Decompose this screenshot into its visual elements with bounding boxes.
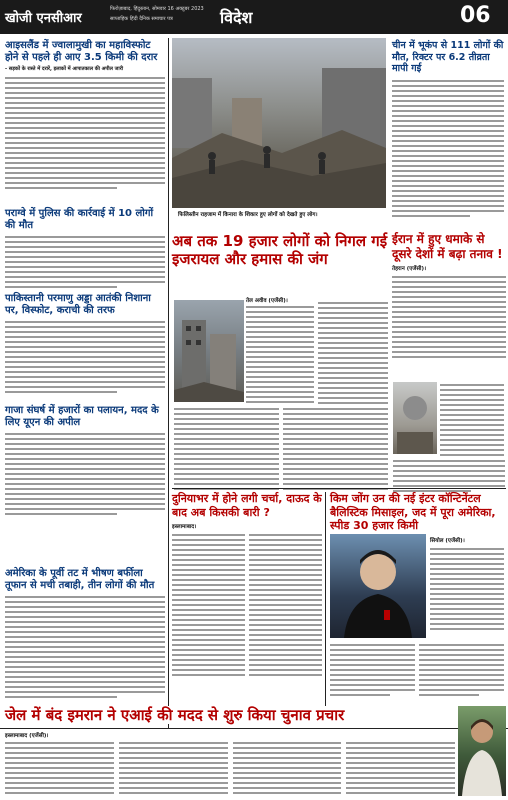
masthead xyxy=(0,0,508,34)
story-paraguay-headline: पराग्वे में पुलिस की कार्रवाई में 10 लोगों की मौत xyxy=(5,208,154,231)
main-body-lower xyxy=(174,406,388,492)
story-pakistan-nuclear xyxy=(5,293,165,395)
story-us-storm-body xyxy=(5,594,165,700)
story-iran-blast-headline: ईरान में हुए धमाके से दूसरे देशों में बढ़ा तनाव ! xyxy=(392,232,503,261)
story-iran-blast xyxy=(392,232,506,360)
story-pakistan-nuclear-body xyxy=(5,319,165,395)
korea-byline: सियोल (एजेंसी)। xyxy=(430,538,465,544)
story-gaza-exodus xyxy=(5,405,165,517)
main-body-col1 xyxy=(246,304,314,405)
iran-body-lower xyxy=(440,382,504,458)
section-rule xyxy=(172,488,506,489)
story-israel-hamas-headline: अब तक 19 हजार लोगों को निगल गई इजरायल और हमास की जंग xyxy=(172,232,388,268)
leader-portrait-icon xyxy=(330,534,426,638)
korea-photo xyxy=(330,534,426,638)
story-us-storm xyxy=(5,568,165,700)
story-iceland-headline: आइसलैंड में ज्वालामुखी का महाविस्फोट होने से पहले ही आए 3.5 किमी की दरार xyxy=(5,40,158,63)
story-iceland xyxy=(5,40,165,191)
imran-body xyxy=(5,740,455,796)
building-icon xyxy=(174,300,244,402)
story-iceland-kicker: - सड़कों के रास्ते में दरारें, इलाकों में आपातकाल की अपील जारी xyxy=(5,66,124,72)
korea-body-lower xyxy=(330,642,504,698)
explosion-scene-icon xyxy=(393,382,437,454)
column-divider-2 xyxy=(325,492,326,722)
korea-body-col1 xyxy=(430,546,504,632)
iran-photo xyxy=(393,382,437,454)
iran-byline: तेहरान (एजेंसी)। xyxy=(392,266,427,272)
main-byline: तेल अवीव (एजेंसी)। xyxy=(246,298,288,304)
story-china-quake-body xyxy=(392,78,504,219)
bottom-rule xyxy=(0,728,508,729)
story-korea-missile-headline: किम जोंग उन की नई इंटर कॉन्टिनेंटल बैलिस्टिक मिसाइल, जद में पूरा अमेरिका, स्पीड 30 हजार किमी xyxy=(330,492,496,532)
story-us-storm-headline: अमेरिका के पूर्वी तट में भीषण बर्फीला तूफान से मची तबाही, तीन लोगों की मौत xyxy=(5,568,155,591)
story-paraguay-body xyxy=(5,234,165,290)
section-title: विदेश xyxy=(220,8,253,27)
masthead-meta-line2: साप्ताहिक हिंदी दैनिक समाचार पत्र xyxy=(110,16,173,22)
story-paraguay xyxy=(5,208,165,290)
story-israel-hamas xyxy=(172,232,390,268)
imran-photo xyxy=(458,706,506,796)
rubble-scene-icon xyxy=(172,38,386,208)
story-korea-missile xyxy=(330,492,506,533)
masthead-logo: खोजी एनसीआर xyxy=(5,11,82,26)
story-gaza-exodus-body xyxy=(5,431,165,517)
story-dunia xyxy=(172,492,322,678)
main-body-col2 xyxy=(318,300,388,406)
story-iceland-body xyxy=(5,75,165,191)
story-gaza-exodus-headline: गाजा संघर्ष में हजारों का पलायन, मदद के लिए यूएन की अपील xyxy=(5,405,159,428)
story-imran-ai-headline: जेल में बंद इमरान ने एआई की मदद से शुरु किया चुनाव प्रचार xyxy=(5,706,345,724)
top-photo xyxy=(172,38,386,208)
story-pakistan-nuclear-headline: पाकिस्तानी परमाणु अड्डा आतंकी निशाना पर, विस्फोट, कराची की तरफ xyxy=(5,293,151,316)
politician-portrait-icon xyxy=(458,706,506,796)
story-dunia-headline: दुनियाभर में होने लगी चर्चा, दाऊद के बाद अब किसकी बारी ? xyxy=(172,492,322,519)
story-china-quake xyxy=(392,40,504,219)
page-number: 06 xyxy=(460,3,491,28)
dunia-byline: इस्लामाबाद। xyxy=(172,524,197,530)
photo-caption: फिलिस्तीन राहजाम में किनारा के शिकार हुए लोगों को देखते हुए लोग। xyxy=(178,212,318,218)
main-story-photo xyxy=(174,300,244,402)
masthead-meta-line1: फिरोज़ाबाद, हिंदुस्तान, सोमवार 16 अक्टूबर 2023 xyxy=(110,6,204,12)
column-divider xyxy=(168,38,169,728)
story-china-quake-headline: चीन में भूकंप से 111 लोगों की मौत, रिक्टर पर 6.2 तीव्रता मापी गई xyxy=(392,40,504,74)
story-imran-ai xyxy=(5,706,455,724)
imran-byline: इस्लामाबाद (एजेंसी)। xyxy=(5,733,49,739)
